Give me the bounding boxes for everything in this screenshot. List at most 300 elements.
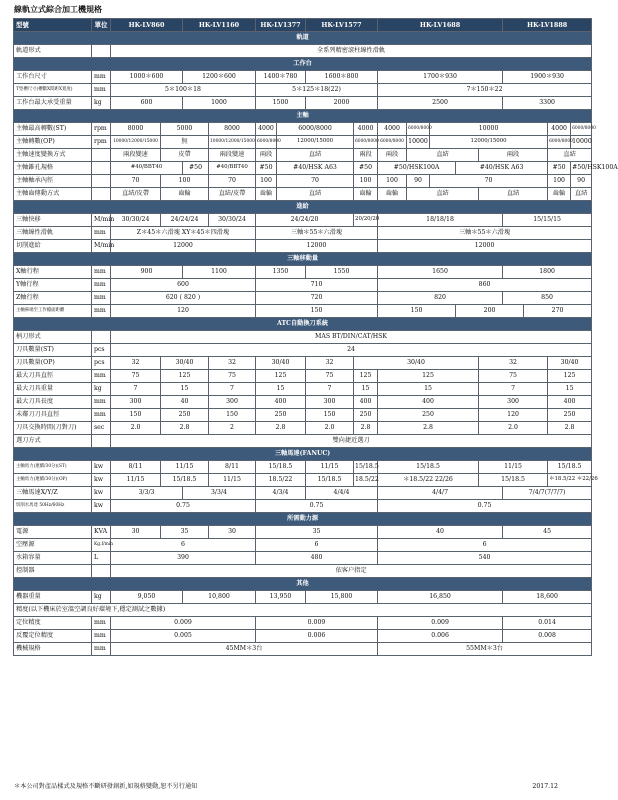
value-cell: 120 (479, 409, 548, 422)
value-cell: 15/18.5 (479, 474, 548, 487)
unit-cell (92, 331, 111, 344)
value-cell: 3300 (503, 97, 592, 110)
table-row (14, 487, 592, 500)
value-cell: 0.75 (256, 500, 378, 513)
table-row (14, 331, 592, 344)
section-title: 進給 (14, 201, 592, 214)
row-label: 電源 (14, 526, 92, 539)
value-cell: 600 (111, 279, 256, 292)
table-row (14, 266, 592, 279)
value-cell: 600 (111, 97, 183, 110)
value-cell: 7 (209, 383, 256, 396)
value-cell: 1600＊800 (306, 71, 378, 84)
section-row (14, 58, 592, 71)
value-cell: 15 (354, 383, 378, 396)
unit-cell: M/min (92, 240, 111, 253)
section-row (14, 32, 592, 45)
row-label: 切削進給 (14, 240, 92, 253)
value-cell: 390 (111, 552, 256, 565)
section-row (14, 201, 592, 214)
value-cell: 35 (256, 526, 378, 539)
value-cell: 10000/12000/15000 (111, 136, 161, 149)
value-cell: 4000 (378, 123, 407, 136)
section-row (14, 253, 592, 266)
section-title: 其他 (14, 578, 592, 591)
row-label: 最大刀具直徑 (14, 370, 92, 383)
value-cell: 30/40 (548, 357, 592, 370)
table-row (14, 123, 592, 136)
table-row (14, 149, 592, 162)
value-cell: 75 (479, 370, 548, 383)
value-cell: 1400＊780 (256, 71, 306, 84)
value-cell: 30 (111, 526, 161, 539)
value-cell: 15,800 (306, 591, 378, 604)
value-cell: 1550 (306, 266, 378, 279)
unit-cell: mm (92, 617, 111, 630)
value-cell: 270 (524, 305, 592, 318)
spec-table (13, 18, 618, 656)
value-cell: 11/15 (111, 474, 161, 487)
value-cell: 2.8 (548, 422, 592, 435)
value-cell: #40/HSK A63 (277, 162, 354, 175)
value-cell: 15/18.5 (306, 474, 354, 487)
value-cell: 0.005 (111, 630, 256, 643)
unit-cell (92, 162, 111, 175)
row-label: 主軸速度變換方式 (14, 149, 92, 162)
value-cell: 100 (354, 175, 378, 188)
section-row (14, 318, 592, 331)
value-cell: 150 (306, 409, 354, 422)
row-label: 主軸鼻端至工作檯面距離 (14, 305, 92, 318)
table-row (14, 461, 592, 474)
value-cell: 30/40 (161, 357, 209, 370)
value-cell: 12000/15000 (277, 136, 354, 149)
value-cell: 1900＊930 (503, 71, 592, 84)
value-cell: 4000 (354, 123, 378, 136)
unit-cell: mm (92, 266, 111, 279)
value-cell: 直結 (548, 149, 592, 162)
value-cell: 7 (306, 383, 354, 396)
unit-cell: mm (92, 370, 111, 383)
table-row (14, 227, 592, 240)
value-cell: 20/20/20 (354, 214, 378, 227)
value-cell: 齒輪 (161, 188, 209, 201)
value-cell: 2 (209, 422, 256, 435)
unit-cell: mm (92, 643, 111, 656)
value-cell: 三軸＊55＊六滑塊 (378, 227, 592, 240)
value-cell: 6000/8000 (407, 123, 430, 136)
value-cell: 9,050 (111, 591, 183, 604)
value-cell: 齒輪 (548, 188, 571, 201)
value-cell: 8/11 (111, 461, 161, 474)
value-cell: 400 (378, 396, 479, 409)
unit-cell: mm (92, 396, 111, 409)
row-label: 主軸馬力(連續/30分)(OP) (14, 474, 92, 487)
value-cell: 直結/皮帶 (111, 188, 161, 201)
value-cell: 4/4/4 (306, 487, 378, 500)
table-row (14, 591, 592, 604)
value-cell: 10000 (407, 136, 430, 149)
value-cell: 850 (503, 292, 592, 305)
row-label: 水箱容量 (14, 552, 92, 565)
value-cell: 15/18.5 (161, 474, 209, 487)
table-row (14, 97, 592, 110)
value-cell: 40 (161, 396, 209, 409)
table-row (14, 279, 592, 292)
table-row (14, 474, 592, 487)
unit-cell: mm (92, 84, 111, 97)
value-cell: 8000 (209, 123, 256, 136)
value-cell: 7 (479, 383, 548, 396)
table-row (14, 370, 592, 383)
unit-cell: mm (92, 630, 111, 643)
row-label: 主軸軸承內徑 (14, 175, 92, 188)
row-label: 機器重量 (14, 591, 92, 604)
row-label: 選刀方式 (14, 435, 92, 448)
value-cell: 8/11 (209, 461, 256, 474)
value-cell: Z＊45＊六滑塊 XY＊45＊四滑塊 (111, 227, 256, 240)
value-cell: 1000＊600 (111, 71, 183, 84)
row-label: 主軸最高轉數(ST) (14, 123, 92, 136)
value-cell: 齒輪 (378, 188, 407, 201)
header-model: HK-LV1160 (183, 19, 256, 32)
table-row (14, 357, 592, 370)
value-cell: 15 (256, 383, 306, 396)
footer-date: 2017.12 (532, 783, 558, 790)
section-title: 所需動力源 (14, 513, 592, 526)
value-cell: 18,600 (503, 591, 592, 604)
value-cell: 720 (256, 292, 378, 305)
value-cell: 250 (378, 409, 479, 422)
unit-cell: mm (92, 409, 111, 422)
value-cell: 0.014 (503, 617, 592, 630)
value-cell: 0.009 (111, 617, 256, 630)
table-row (14, 565, 592, 578)
unit-cell: kw (92, 461, 111, 474)
value-cell: 820 (378, 292, 503, 305)
value-cell: 150 (378, 305, 456, 318)
value-cell: 3/3/3 (111, 487, 183, 500)
section-title: 三軸馬達(FANUC) (14, 448, 592, 461)
value-cell: 0.009 (256, 617, 378, 630)
value-cell: 32 (479, 357, 548, 370)
value-cell: 3/3/4 (183, 487, 256, 500)
value-cell: 120 (111, 305, 256, 318)
value-cell: 100 (256, 175, 277, 188)
value-cell: 1800 (503, 266, 592, 279)
value-cell: 2.0 (111, 422, 161, 435)
section-row (14, 110, 592, 123)
row-label: 主軸馬力(連續/30分)(ST) (14, 461, 92, 474)
value-cell: #50 (256, 162, 277, 175)
value-cell: 兩段 (354, 149, 378, 162)
row-label: 反覆定位精度 (14, 630, 92, 643)
unit-cell: mm (92, 305, 111, 318)
section-title: 軌道 (14, 32, 592, 45)
value-cell: 1350 (256, 266, 306, 279)
value-cell: 11/15 (161, 461, 209, 474)
document-title: 線軌立式綜合加工機規格 (14, 4, 102, 14)
value-cell: 32 (306, 357, 354, 370)
header-row (14, 19, 592, 32)
value-cell: ＊18.5/22 ＊22/26 (548, 474, 592, 487)
value-cell: 30/30/24 (111, 214, 161, 227)
value-cell: 依客户指定 (111, 565, 592, 578)
table-row (14, 604, 592, 617)
header-model: HK-LV1888 (503, 19, 592, 32)
value-cell: 12000/15000 (430, 136, 548, 149)
value-cell: 2.8 (378, 422, 479, 435)
value-cell: 兩段 (378, 149, 407, 162)
value-cell: 125 (256, 370, 306, 383)
value-cell: 400 (548, 396, 592, 409)
table-row (14, 292, 592, 305)
value-cell: 250 (354, 409, 378, 422)
value-cell: 2.8 (354, 422, 378, 435)
value-cell: 18.5/22 (354, 474, 378, 487)
row-label: 工作台最大承受重量 (14, 97, 92, 110)
row-label: 三軸馬達X/Y/Z (14, 487, 92, 500)
value-cell: #50 (183, 162, 209, 175)
row-label: 控制器 (14, 565, 92, 578)
table-row (14, 84, 592, 97)
value-cell: 無 (161, 136, 209, 149)
value-cell: 兩段變速 (209, 149, 256, 162)
value-cell: 40 (378, 526, 503, 539)
unit-cell: kg (92, 97, 111, 110)
unit-cell: kw (92, 500, 111, 513)
value-cell: 1700＊930 (378, 71, 503, 84)
value-cell: 0.006 (256, 630, 378, 643)
value-cell: 0.75 (111, 500, 256, 513)
value-cell: 250 (161, 409, 209, 422)
value-cell: 860 (378, 279, 592, 292)
value-cell: 13,950 (256, 591, 306, 604)
header-model-label: 型號 (14, 19, 92, 32)
unit-cell: KVA (92, 526, 111, 539)
value-cell: 直結 (479, 188, 548, 201)
value-cell: 直結 (571, 188, 592, 201)
value-cell: 6000/8000 (571, 123, 592, 136)
value-cell: 12000 (256, 240, 378, 253)
value-cell: 7＊150＊22 (378, 84, 592, 97)
section-title: 主軸 (14, 110, 592, 123)
value-cell: 7/4/7(7/7/7) (503, 487, 592, 500)
value-cell: 5000 (161, 123, 209, 136)
value-cell: 1000 (183, 97, 256, 110)
value-cell: 75 (209, 370, 256, 383)
table-row (14, 422, 592, 435)
value-cell: 32 (209, 357, 256, 370)
value-cell: 70 (111, 175, 161, 188)
unit-cell: M/min (92, 214, 111, 227)
unit-cell: rpm (92, 136, 111, 149)
value-cell: 0.008 (503, 630, 592, 643)
unit-cell: kg (92, 383, 111, 396)
value-cell: #50 (354, 162, 378, 175)
value-cell: 2.8 (256, 422, 306, 435)
unit-cell (92, 565, 111, 578)
table-row (14, 45, 592, 58)
table-row (14, 188, 592, 201)
row-label: 定位精度 (14, 617, 92, 630)
unit-cell: mm (92, 279, 111, 292)
value-cell: 10,800 (183, 591, 256, 604)
value-cell: 6000/8000 (548, 136, 571, 149)
row-label: 機械規格 (14, 643, 92, 656)
unit-cell: rpm (92, 123, 111, 136)
value-cell: 2000 (306, 97, 378, 110)
value-cell: 15/18.5 (256, 461, 306, 474)
table-row (14, 71, 592, 84)
table-row (14, 175, 592, 188)
row-label: 刀具數量(ST) (14, 344, 92, 357)
value-cell: #50/HSK100A (378, 162, 456, 175)
table-row (14, 643, 592, 656)
value-cell: 30/40 (256, 357, 306, 370)
table-row (14, 526, 592, 539)
unit-cell: kg (92, 591, 111, 604)
table-row (14, 344, 592, 357)
value-cell: 15 (548, 383, 592, 396)
value-cell: 24/24/24 (161, 214, 209, 227)
value-cell: #40/HSK A63 (456, 162, 548, 175)
value-cell: 125 (354, 370, 378, 383)
table-row (14, 240, 592, 253)
row-label: 柄刀形式 (14, 331, 92, 344)
value-cell: 三軸＊55＊六滑塊 (256, 227, 378, 240)
value-cell: 250 (256, 409, 306, 422)
row-label: 主軸齒傳動方式 (14, 188, 92, 201)
table-row (14, 383, 592, 396)
value-cell: 6 (111, 539, 256, 552)
header-model: HK-LV1688 (378, 19, 503, 32)
table-row (14, 162, 592, 175)
value-cell: 30/40 (354, 357, 479, 370)
value-cell: 200 (456, 305, 524, 318)
value-cell: 1650 (378, 266, 503, 279)
value-cell: 全系列精密滾柱線性滑軌 (111, 45, 592, 58)
value-cell: 雙向捷近選刀 (111, 435, 592, 448)
row-label: 三軸線性滑軌 (14, 227, 92, 240)
value-cell: 125 (378, 370, 479, 383)
value-cell: 620 ( 820 ) (111, 292, 256, 305)
value-cell: 6000/8000 (277, 123, 354, 136)
value-cell: #40/BBT40 (209, 162, 256, 175)
value-cell: 11/15 (306, 461, 354, 474)
value-cell: 5＊100＊18 (111, 84, 256, 97)
row-label: 主軸錐孔規格 (14, 162, 92, 175)
value-cell: 4000 (548, 123, 571, 136)
value-cell: 6000/8000 (378, 136, 407, 149)
value-cell: 15/18.5 (354, 461, 378, 474)
value-cell: 55MM＊3台 (378, 643, 592, 656)
value-cell: 300 (479, 396, 548, 409)
value-cell: 11/15 (209, 474, 256, 487)
section-row (14, 513, 592, 526)
value-cell: 24 (111, 344, 592, 357)
row-label: 三軸快移 (14, 214, 92, 227)
value-cell: 250 (548, 409, 592, 422)
unit-cell (92, 188, 111, 201)
value-cell: 6 (378, 539, 592, 552)
unit-cell: mm (92, 292, 111, 305)
value-cell: 4/3/4 (256, 487, 306, 500)
row-label: 刀具交換時間(刀對刀) (14, 422, 92, 435)
row-label: 刀具數量(OP) (14, 357, 92, 370)
header-model: HK-LV1577 (306, 19, 378, 32)
value-cell: 400 (354, 396, 378, 409)
row-label: 切削水馬達 50Hz/60Hz (14, 500, 92, 513)
row-label: Z軸行程 (14, 292, 92, 305)
value-cell: #40/BBT40 (111, 162, 183, 175)
value-cell: 150 (111, 409, 161, 422)
unit-cell: pcs (92, 357, 111, 370)
value-cell: 45 (503, 526, 592, 539)
value-cell: 710 (256, 279, 378, 292)
value-cell: 400 (256, 396, 306, 409)
row-label: 軌道形式 (14, 45, 92, 58)
row-label: 未鄰刀刀具直徑 (14, 409, 92, 422)
value-cell: 300 (111, 396, 161, 409)
value-cell: 540 (378, 552, 592, 565)
value-cell: 12000 (111, 240, 256, 253)
row-label: T型槽尺寸(槽數X間距X寬度) (14, 84, 92, 97)
value-cell: 直結 (407, 188, 479, 201)
section-title: ATC自動換刀系統 (14, 318, 592, 331)
table-row (14, 136, 592, 149)
unit-cell: kw (92, 474, 111, 487)
value-cell: 125 (161, 370, 209, 383)
row-label: Y軸行程 (14, 279, 92, 292)
value-cell: 4/4/7 (378, 487, 503, 500)
value-cell: 24/24/20 (256, 214, 354, 227)
footer-note: ＊本公司對產品樣式及規格不斷研發創新,如規格變動,恕不另行通知 (14, 783, 198, 790)
value-cell: 6000/8000 (354, 136, 378, 149)
row-label: 最大刀具重量 (14, 383, 92, 396)
header-unit-label: 單位 (92, 19, 111, 32)
value-cell: 35 (161, 526, 209, 539)
row-label: 空壓源 (14, 539, 92, 552)
precision-note: 精度(以下機床於室溫空調良好環境下,穩定測試之數據) (14, 604, 592, 617)
value-cell: ＊18.5/22 22/26 (378, 474, 479, 487)
value-cell: 70 (277, 175, 354, 188)
value-cell: 0.006 (378, 630, 503, 643)
header-model: HK-LV1377 (256, 19, 306, 32)
value-cell: 90 (571, 175, 592, 188)
table-row (14, 305, 592, 318)
value-cell: 300 (209, 396, 256, 409)
value-cell: 75 (111, 370, 161, 383)
row-label: 最大刀具長度 (14, 396, 92, 409)
value-cell: 0.75 (378, 500, 592, 513)
value-cell: #50 (548, 162, 571, 175)
value-cell: 2.0 (479, 422, 548, 435)
value-cell: 15/18.5 (548, 461, 592, 474)
unit-cell (92, 175, 111, 188)
unit-cell (92, 149, 111, 162)
value-cell: 直結 (407, 149, 479, 162)
value-cell: 70 (209, 175, 256, 188)
value-cell: 30/30/24 (209, 214, 256, 227)
unit-cell (92, 435, 111, 448)
value-cell: 18.5/22 (256, 474, 306, 487)
value-cell: 100 (548, 175, 571, 188)
value-cell: 32 (111, 357, 161, 370)
value-cell: 30 (209, 526, 256, 539)
value-cell: 15/15/15 (503, 214, 592, 227)
value-cell: 10000 (571, 136, 592, 149)
